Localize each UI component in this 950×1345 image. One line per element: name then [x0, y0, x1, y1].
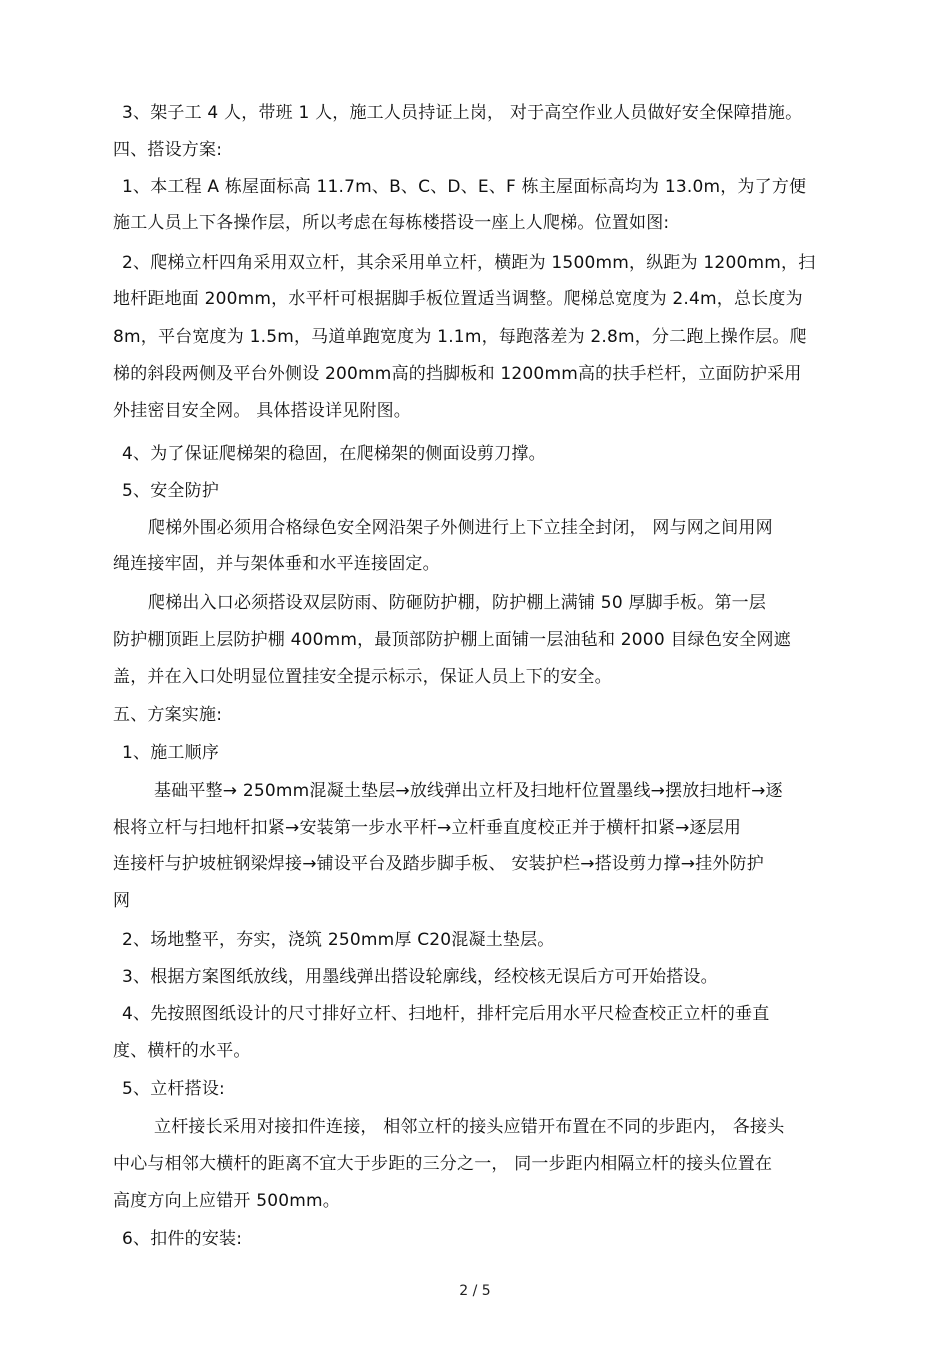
text-line: 绳连接牢固，并与架体垂和水平连接固定。 [113, 554, 440, 574]
text-line: 中心与相邻大横杆的距离不宜大于步距的三分之一， 同一步距内相隔立杆的接头位置在 [113, 1154, 773, 1174]
section-heading: 五、方案实施: [113, 705, 223, 725]
page-number: 2 / 5 [459, 1283, 491, 1299]
text-line: 3、架子工 4 人，带班 1 人，施工人员持证上岗， 对于高空作业人员做好安全保障措施。 [122, 103, 803, 123]
text-line: 网 [113, 891, 131, 911]
sub-heading: 5、安全防护 [122, 481, 220, 501]
text-line: 地杆距地面 200mm，水平杆可根据脚手板位置适当调整。爬梯总宽度为 2.4m，总长度为 [113, 289, 803, 309]
sub-heading: 1、施工顺序 [122, 743, 220, 763]
text-line: 4、为了保证爬梯架的稳固，在爬梯架的侧面设剪刀撑。 [122, 444, 546, 464]
text-line: 连接杆与护坡桩钢梁焊接→铺设平台及踏步脚手板、 安装护栏→搭设剪力撑→挂外防护 [113, 854, 764, 874]
text-line: 爬梯出入口必须搭设双层防雨、防砸防护棚，防护棚上满铺 50 厚脚手板。第一层 [148, 593, 767, 613]
text-line: 外挂密目安全网。 具体搭设详见附图。 [113, 401, 412, 421]
text-line: 度、横杆的水平。 [113, 1041, 251, 1061]
text-line: 盖，并在入口处明显位置挂安全提示标示，保证人员上下的安全。 [113, 667, 612, 687]
text-line: 施工人员上下各操作层，所以考虑在每栋楼搭设一座上人爬梯。位置如图: [113, 213, 670, 233]
text-line: 2、爬梯立杆四角采用双立杆，其余采用单立杆，横距为 1500mm，纵距为 1200mm，扫 [122, 253, 816, 273]
section-heading: 四、搭设方案: [113, 140, 223, 160]
text-line: 4、先按照图纸设计的尺寸排好立杆、扫地杆，排杆完后用水平尺检查校正立杆的垂直 [122, 1004, 770, 1024]
text-line: 1、本工程 A 栋屋面标高 11.7m、B、C、D、E、F 栋主屋面标高均为 13.0m，为了方便 [122, 177, 807, 197]
text-line: 高度方向上应错开 500mm。 [113, 1191, 340, 1211]
text-line: 基础平整→ 250mm混凝土垫层→放线弹出立杆及扫地杆位置墨线→摆放扫地杆→逐 [154, 781, 783, 801]
sub-heading: 5、立杆搭设: [122, 1079, 225, 1099]
text-line: 爬梯外围必须用合格绿色安全网沿架子外侧进行上下立挂全封闭， 网与网之间用网 [148, 518, 773, 538]
sub-heading: 6、扣件的安装: [122, 1229, 243, 1249]
text-line: 防护棚顶距上层防护棚 400mm，最顶部防护棚上面铺一层油毡和 2000 目绿色安全网遮 [113, 630, 791, 650]
text-line: 立杆接长采用对接扣件连接， 相邻立杆的接头应错开布置在不同的步距内， 各接头 [154, 1117, 785, 1137]
text-line: 梯的斜段两侧及平台外侧设 200mm高的挡脚板和 1200mm高的扶手栏杆，立面防护采用 [113, 364, 802, 384]
text-line: 3、根据方案图纸放线，用墨线弹出搭设轮廓线，经校核无误后方可开始搭设。 [122, 967, 718, 987]
text-line: 根将立杆与扫地杆扣紧→安装第一步水平杆→立杆垂直度校正并于横杆扣紧→逐层用 [113, 818, 742, 838]
text-line: 8m，平台宽度为 1.5m，马道单跑宽度为 1.1m，每跑落差为 2.8m，分二跑上操作层。爬 [113, 327, 807, 347]
text-line: 2、场地整平，夯实，浇筑 250mm厚 C20混凝土垫层。 [122, 930, 555, 950]
